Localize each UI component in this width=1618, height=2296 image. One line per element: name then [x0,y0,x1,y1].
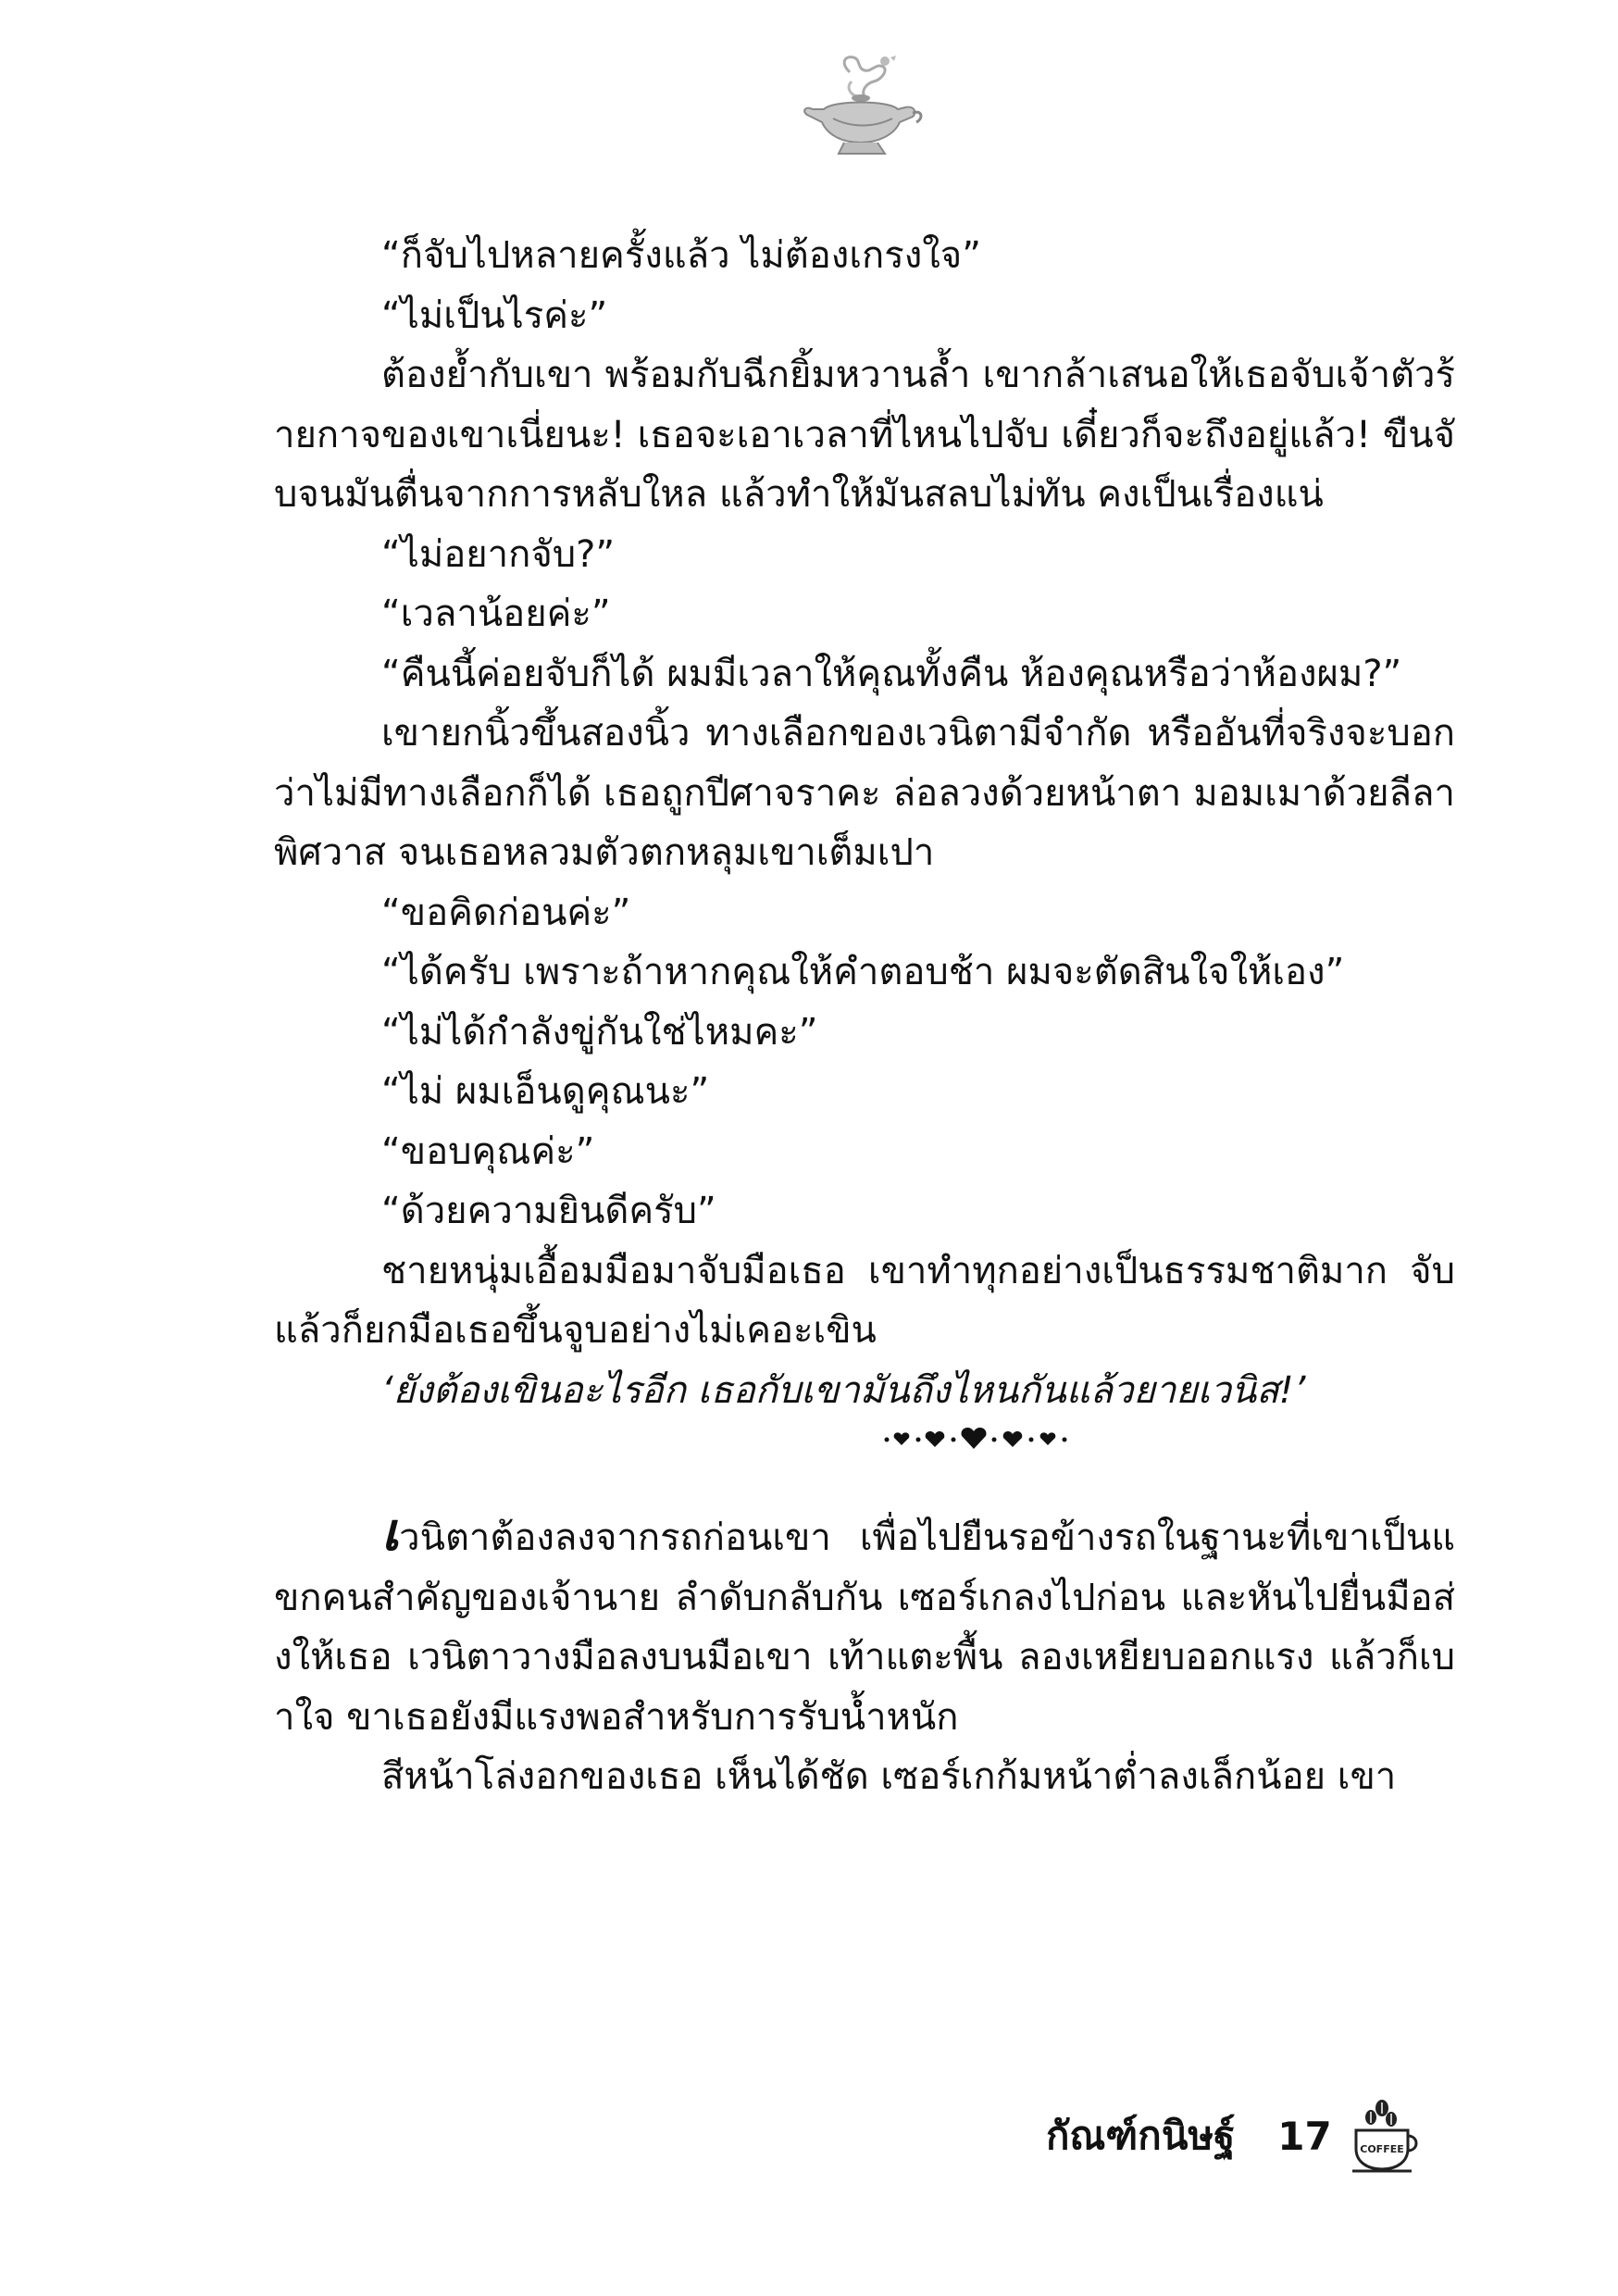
dialogue-line: “ไม่ได้กำลังขู่กันใช่ไหมคะ” [381,1010,818,1054]
dialogue-line: “ไม่เป็นไรค่ะ” [381,293,608,337]
narrative-paragraph [274,1504,1455,1747]
narrative-paragraph: สีหน้าโล่งอกของเธอ เห็นได้ชัด เซอร์เกก้มหน้าต่ำลงเล็กน้อย เขา [381,1755,1397,1798]
dialogue-line: “เวลาน้อยค่ะ” [381,593,611,635]
dialogue-line: “ไม่อยากจับ?” [381,532,616,576]
narrative-paragraph: ต้องย้ำกับเขา พร้อมกับฉีกยิ้มหวานล้ำ เขากล้าเสนอให้เธอจับเจ้าตัวร้ายกาจของเขาเนี่ยนะ! เธอจะเอาเวลาที่ไหนไปจับ เดี๋ยวก็จะถึงอยู่แล้ว! ขืนจับจนมันตื่นจากการหลับใหล แล้วทำให้มันสลบไม่ทัน คงเป็นเรื่องแน่ [274,354,1455,516]
dialogue-line: “คืนนี้ค่อยจับก็ได้ ผมมีเวลาให้คุณทั้งคืน ห้องคุณหรือว่าห้องผม?” [381,652,1402,695]
paragraph-text: วนิตาต้องลงจากรถก่อนเขา เพื่อไปยืนรอข้างรถในฐานะที่เขาเป็นแขกคนสำคัญของเจ้านาย ลำดับกลับกัน เซอร์เกลงไปก่อน และหันไปยื่นมือส่งให้เธอ เวนิตาวางมือลงบนมือเขา เท้าแตะพื้น ลองเหยียบออกแรง แล้วก็เบาใจ ขาเธอยังมีแรงพอสำหรับการรับน้ำหนัก [274,1516,1455,1739]
inner-thought: ‘ยังต้องเขินอะไรอีก เธอกับเขามันถึงไหนกันแล้วยายเวนิส!’ [381,1368,1306,1412]
coffee-label: COFFEE [1359,2143,1404,2155]
section-gap [274,1457,1455,1504]
drop-cap: เ [381,1503,400,1563]
coffee-cup-icon [1349,2097,1423,2175]
dialogue-line: “ด้วยความยินดีครับ” [381,1190,716,1232]
page-footer [1046,2094,1423,2177]
dialogue-line: “ไม่ ผมเอ็นดูคุณนะ” [381,1070,710,1113]
dialogue-line: “ขอบคุณค่ะ” [381,1129,595,1173]
dialogue-line: “ก็จับไปหลายครั้งแล้ว ไม่ต้องเกรงใจ” [381,234,981,277]
dialogue-line: “ขอคิดก่อนค่ะ” [381,891,631,934]
narrative-paragraph: เขายกนิ้วขึ้นสองนิ้ว ทางเลือกของเวนิตามีจำกัด หรืออันที่จริงจะบอกว่าไม่มีทางเลือกก็ได้ เธอถูกปีศาจราคะ ล่อลวงด้วยหน้าตา มอมเมาด้วยลีลาพิศวาส จนเธอหลวมตัวตกหลุมเขาเต็มเปา [274,712,1455,874]
hearts-divider-icon [496,1420,1455,1457]
book-title: กัณฑ์กนิษฐ์ [1046,2113,1236,2158]
page-number: 17 [1277,2113,1332,2159]
dialogue-line: “ได้ครับ เพราะถ้าหากคุณให้คำตอบช้า ผมจะตัดสินใจให้เอง” [381,951,1345,993]
genie-lamp-icon [796,54,926,165]
narrative-paragraph: ชายหนุ่มเอื้อมมือมาจับมือเธอ เขาทำทุกอย่างเป็นธรรมชาติมาก จับแล้วก็ยกมือเธอขึ้นจูบอย่างไม่เคอะเขิน [274,1249,1455,1352]
body-text [274,226,1455,1807]
